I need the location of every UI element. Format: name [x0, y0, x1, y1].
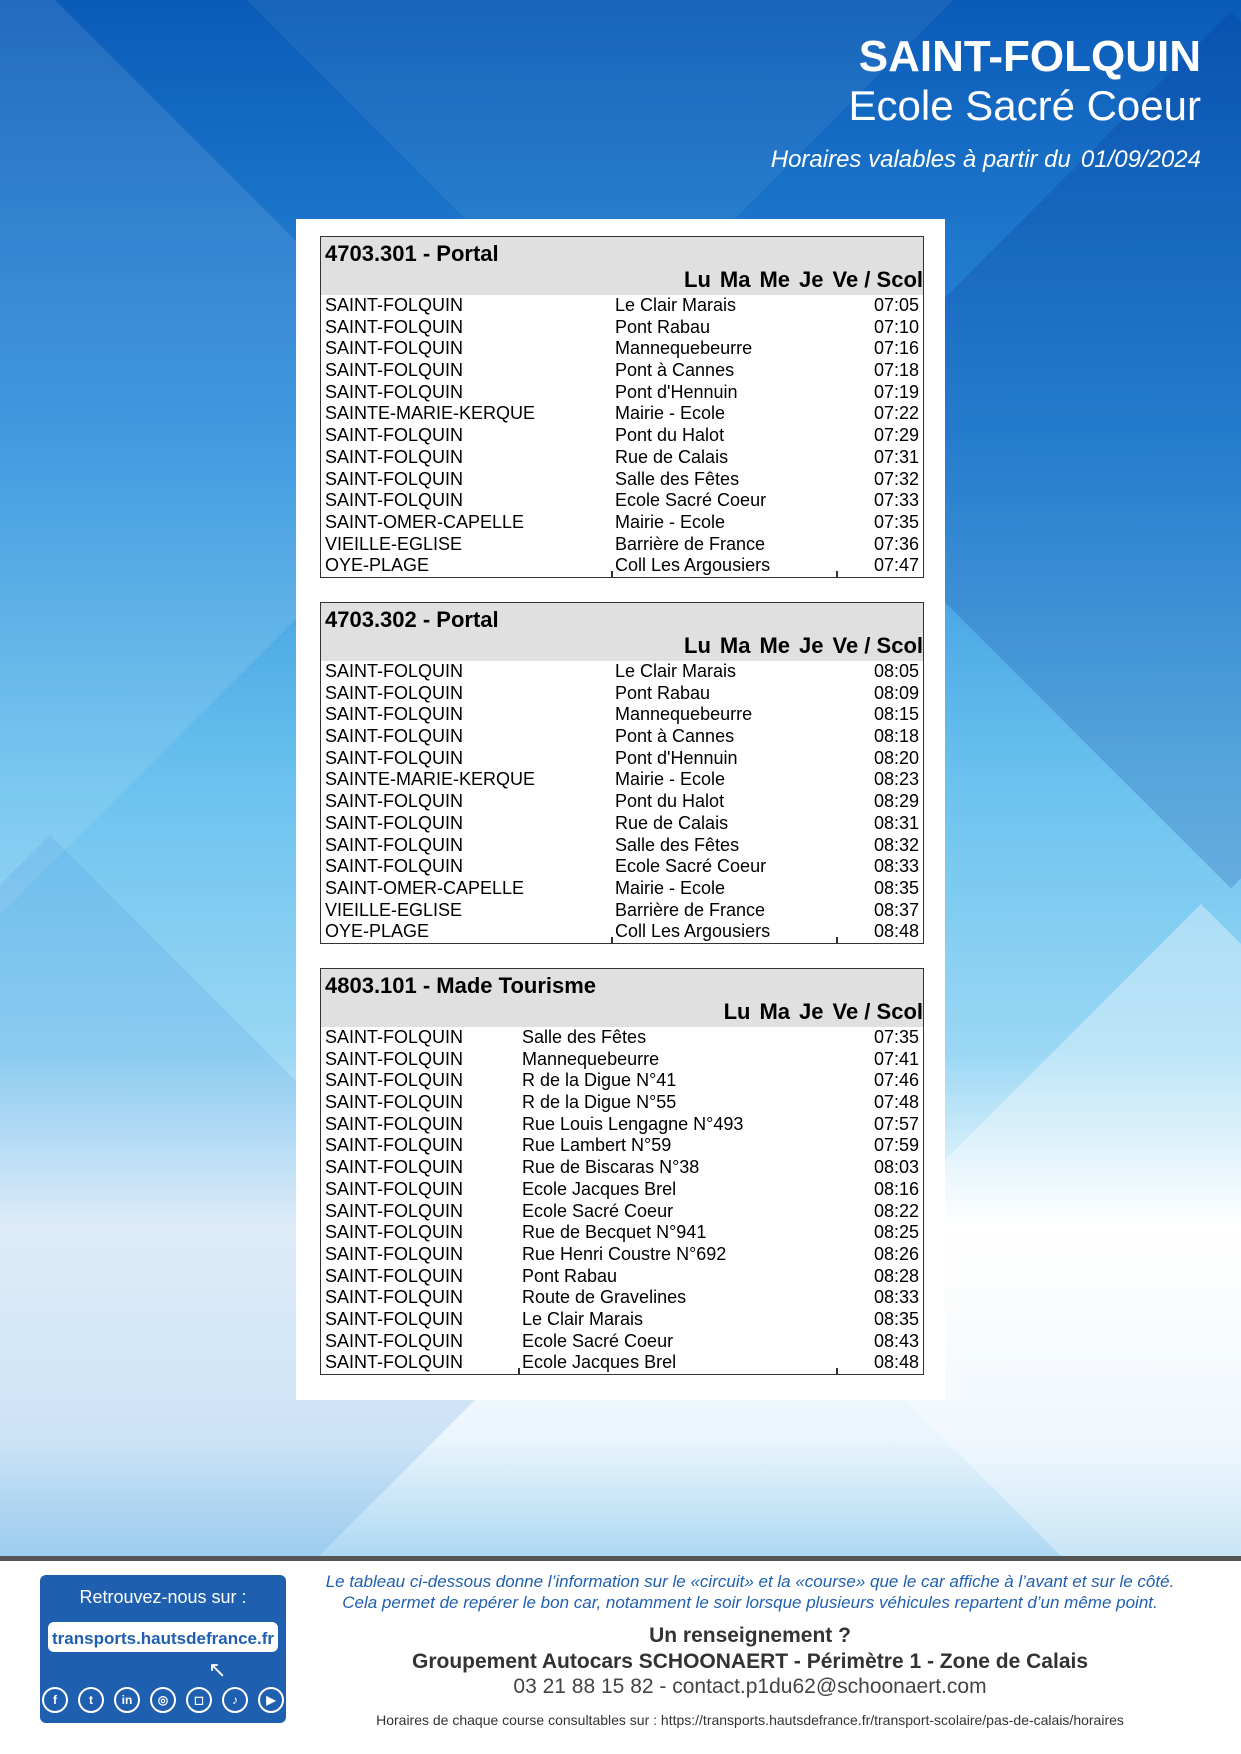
table-row — [321, 360, 923, 382]
time-cell: 07:48 — [873, 1092, 919, 1113]
table-row — [321, 403, 923, 425]
stop-cell: Rue de Biscaras N°38 — [522, 1157, 700, 1178]
route-rows — [321, 295, 923, 577]
table-row — [321, 1135, 923, 1157]
page-header — [771, 32, 1201, 174]
youtube-icon[interactable]: ▶ — [258, 1687, 284, 1713]
town-cell: SAINT-FOLQUIN — [325, 1200, 464, 1221]
time-cell: 07:32 — [873, 468, 919, 489]
table-row — [321, 382, 923, 404]
column-tick — [836, 1368, 838, 1374]
stop-cell: Pont du Halot — [615, 791, 725, 812]
town-cell: SAINT-OMER-CAPELLE — [325, 511, 525, 532]
stop-cell: Mannequebeurre — [615, 338, 753, 359]
table-row — [321, 704, 923, 726]
table-row — [321, 1027, 923, 1049]
stop-cell: Salle des Fêtes — [522, 1027, 647, 1047]
table-row — [321, 900, 923, 922]
town-cell: SAINT-OMER-CAPELLE — [325, 877, 525, 898]
time-cell: 07:29 — [873, 425, 919, 446]
route-name: 4703.301 - Portal — [325, 241, 499, 266]
time-cell: 08:09 — [873, 682, 919, 703]
time-cell: 08:20 — [873, 747, 919, 768]
town-cell: SAINT-FOLQUIN — [325, 1092, 464, 1113]
stop-cell: Coll Les Argousiers — [615, 555, 771, 576]
town-cell: SAINT-FOLQUIN — [325, 316, 464, 337]
town-cell: SAINTE-MARIE-KERQUE — [325, 769, 536, 790]
company-name: Groupement Autocars SCHOONAERT - Périmètre 1 - Zone de Calais — [411, 1650, 1089, 1673]
day-label: Ma — [719, 267, 751, 292]
town-cell: SAINT-FOLQUIN — [325, 295, 464, 315]
route-rows — [321, 661, 923, 943]
day-label: Je — [799, 999, 824, 1024]
route-header — [321, 603, 923, 661]
time-cell: 08:33 — [873, 1287, 919, 1308]
stop-cell: Ecole Jacques Brel — [522, 1352, 677, 1373]
table-row — [321, 1179, 923, 1201]
time-cell: 07:36 — [873, 533, 919, 554]
table-row — [321, 661, 923, 683]
time-cell: 07:46 — [873, 1070, 919, 1091]
stop-cell: Mairie - Ecole — [615, 511, 726, 532]
time-cell: 07:47 — [873, 555, 919, 576]
linkedin-icon[interactable]: in — [114, 1687, 140, 1713]
table-row — [321, 490, 923, 512]
stop-cell: Pont Rabau — [615, 682, 711, 703]
table-row — [321, 425, 923, 447]
time-cell: 08:32 — [873, 834, 919, 855]
day-label: Ma — [759, 999, 791, 1024]
social-box — [40, 1575, 286, 1723]
town-cell: SAINT-FOLQUIN — [325, 338, 464, 359]
info-line: Cela permet de repérer le bon car, notamment le soir lorsque plusieurs véhicules repartent d’un même point. — [342, 1593, 1158, 1612]
time-cell: 07:41 — [873, 1048, 919, 1069]
time-cell: 08:25 — [873, 1222, 919, 1243]
stop-cell: Pont d'Hennuin — [615, 747, 738, 768]
town-cell: OYE-PLAGE — [325, 921, 430, 942]
website-link[interactable]: transports.hautsdefrance.fr — [46, 1620, 280, 1654]
day-label: Lu — [684, 267, 711, 292]
town-cell: SAINT-FOLQUIN — [325, 1113, 464, 1134]
timetable-card — [296, 219, 945, 1400]
town-cell: SAINT-FOLQUIN — [325, 1135, 464, 1156]
time-cell: 07:35 — [873, 511, 919, 532]
route-rows — [321, 1027, 923, 1374]
table-row — [321, 878, 923, 900]
validity-label: Horaires valables à partir du — [770, 146, 1071, 173]
time-cell: 08:48 — [873, 921, 919, 942]
table-row — [321, 1309, 923, 1331]
town-cell: SAINT-FOLQUIN — [325, 381, 464, 402]
time-cell: 08:31 — [873, 812, 919, 833]
column-tick — [518, 1368, 520, 1374]
table-row — [321, 534, 923, 556]
schedules-note: Horaires de chaque course consultables sur : https://transports.hautsdefrance.fr/transport-scolaire/pas-de-calais/horaires — [376, 1712, 1124, 1728]
stop-cell: Le Clair Marais — [615, 661, 737, 681]
time-cell: 08:16 — [873, 1178, 919, 1199]
route-table — [320, 602, 924, 944]
table-row — [321, 813, 923, 835]
route-days — [321, 999, 923, 1027]
town-cell: SAINTE-MARIE-KERQUE — [325, 403, 536, 424]
stop-cell: Barrière de France — [615, 533, 766, 554]
town-cell: SAINT-FOLQUIN — [325, 791, 464, 812]
stop-cell: Mairie - Ecole — [615, 769, 726, 790]
town-cell: OYE-PLAGE — [325, 555, 430, 576]
table-row — [321, 1244, 923, 1266]
info-line: Le tableau ci-dessous donne l’information sur le «circuit» et la «course» que le car affiche à l’avant et sur le côté. — [325, 1572, 1175, 1591]
stop-cell: Pont d'Hennuin — [615, 381, 738, 402]
validity-date: 01/09/2024 — [1080, 146, 1201, 173]
table-row — [321, 856, 923, 878]
social-icons — [40, 1687, 286, 1713]
time-cell: 07:59 — [873, 1135, 919, 1156]
day-label: Lu — [723, 999, 751, 1024]
time-cell: 08:28 — [873, 1265, 919, 1286]
town-cell: SAINT-FOLQUIN — [325, 1157, 464, 1178]
page-subtitle: Ecole Sacré Coeur — [848, 82, 1201, 129]
day-label: Me — [759, 267, 791, 292]
stop-cell: Rue Lambert N°59 — [522, 1135, 672, 1156]
time-cell: 08:29 — [873, 791, 919, 812]
town-cell: SAINT-FOLQUIN — [325, 704, 464, 725]
time-cell: 07:57 — [873, 1113, 919, 1134]
town-cell: SAINT-FOLQUIN — [325, 747, 464, 768]
town-cell: SAINT-FOLQUIN — [325, 1070, 464, 1091]
table-row — [321, 683, 923, 705]
time-cell: 07:18 — [873, 360, 919, 381]
stop-cell: Pont à Cannes — [615, 360, 735, 381]
stop-cell: Rue de Calais — [615, 812, 729, 833]
time-cell: 08:26 — [873, 1243, 919, 1264]
time-cell: 07:22 — [873, 403, 919, 424]
instagram-icon[interactable]: ◻ — [186, 1687, 212, 1713]
stop-cell: R de la Digue N°41 — [522, 1070, 677, 1091]
time-cell: 08:35 — [873, 1308, 919, 1329]
stop-cell: Rue Louis Lengagne N°493 — [522, 1113, 744, 1134]
find-us-label: Retrouvez-nous sur : — [79, 1587, 247, 1607]
time-cell: 08:22 — [873, 1200, 919, 1221]
stop-cell: Rue Henri Coustre N°692 — [522, 1243, 727, 1264]
time-cell: 08:23 — [873, 769, 919, 790]
day-label: Ma — [719, 633, 751, 658]
table-row — [321, 791, 923, 813]
route-days — [321, 633, 923, 661]
town-cell: SAINT-FOLQUIN — [325, 1352, 464, 1373]
town-cell: SAINT-FOLQUIN — [325, 1178, 464, 1199]
stop-cell: Le Clair Marais — [615, 295, 737, 315]
time-cell: 08:05 — [873, 661, 919, 681]
column-tick — [611, 937, 613, 943]
stop-cell: Mairie - Ecole — [615, 877, 726, 898]
day-label: Lu — [684, 633, 711, 658]
town-cell: SAINT-FOLQUIN — [325, 446, 464, 467]
table-row — [321, 748, 923, 770]
time-cell: 08:37 — [873, 899, 919, 920]
tiktok-icon[interactable]: ♪ — [222, 1687, 248, 1713]
stop-cell: Rue de Becquet N°941 — [522, 1222, 707, 1243]
town-cell: SAINT-FOLQUIN — [325, 468, 464, 489]
town-cell: SAINT-FOLQUIN — [325, 1287, 464, 1308]
town-cell: SAINT-FOLQUIN — [325, 1308, 464, 1329]
stop-cell: Route de Gravelines — [522, 1287, 687, 1308]
town-cell: SAINT-FOLQUIN — [325, 490, 464, 511]
table-row — [321, 1352, 923, 1374]
stop-cell: Salle des Fêtes — [615, 834, 740, 855]
town-cell: SAINT-FOLQUIN — [325, 1265, 464, 1286]
stop-cell: Le Clair Marais — [522, 1308, 644, 1329]
contact-details: 03 21 88 15 82 - contact.p1du62@schoonaert.com — [513, 1675, 987, 1698]
town-cell: SAINT-FOLQUIN — [325, 726, 464, 747]
town-cell: SAINT-FOLQUIN — [325, 834, 464, 855]
route-name: 4703.302 - Portal — [325, 607, 499, 632]
table-row — [321, 726, 923, 748]
day-label: Je — [799, 633, 824, 658]
day-label: Ve / Scol — [832, 267, 923, 292]
table-row — [321, 1092, 923, 1114]
stop-cell: Mannequebeurre — [615, 704, 753, 725]
time-cell: 07:31 — [873, 446, 919, 467]
day-label: Je — [799, 267, 824, 292]
time-cell: 07:19 — [873, 381, 919, 402]
stop-cell: R de la Digue N°55 — [522, 1092, 677, 1113]
route-table — [320, 236, 924, 578]
table-row — [321, 295, 923, 317]
stop-cell: Pont du Halot — [615, 425, 725, 446]
day-label: Ve / Scol — [832, 633, 923, 658]
stop-cell: Salle des Fêtes — [615, 468, 740, 489]
table-row — [321, 469, 923, 491]
cursor-icon: ↖ — [208, 1657, 227, 1682]
table-row — [321, 1266, 923, 1288]
stop-cell: Ecole Sacré Coeur — [522, 1200, 674, 1221]
route-days — [321, 267, 923, 295]
stop-cell: Mannequebeurre — [522, 1048, 660, 1069]
stop-cell: Coll Les Argousiers — [615, 921, 771, 942]
town-cell: SAINT-FOLQUIN — [325, 1243, 464, 1264]
town-cell: SAINT-FOLQUIN — [325, 856, 464, 877]
column-tick — [836, 571, 838, 577]
facebook-icon[interactable]: f — [42, 1687, 68, 1713]
table-row — [321, 769, 923, 791]
time-cell: 07:35 — [873, 1027, 919, 1047]
table-row — [321, 512, 923, 534]
table-row — [321, 1287, 923, 1309]
table-row — [321, 317, 923, 339]
table-row — [321, 338, 923, 360]
twitter-icon[interactable]: t — [78, 1687, 104, 1713]
time-cell: 08:48 — [873, 1352, 919, 1373]
stop-cell: Pont à Cannes — [615, 726, 735, 747]
column-tick — [836, 937, 838, 943]
town-cell: SAINT-FOLQUIN — [325, 812, 464, 833]
town-cell: SAINT-FOLQUIN — [325, 1330, 464, 1351]
route-table — [320, 968, 924, 1375]
time-cell: 07:33 — [873, 490, 919, 511]
page-title: SAINT-FOLQUIN — [858, 32, 1201, 81]
footer-contact-heading — [290, 1623, 1210, 1675]
footer — [0, 1561, 1241, 1754]
town-cell: SAINT-FOLQUIN — [325, 1027, 464, 1047]
table-row — [321, 447, 923, 469]
route-header — [321, 969, 923, 1027]
stop-cell: Ecole Sacré Coeur — [615, 856, 767, 877]
table-row — [321, 1049, 923, 1071]
table-row — [321, 1331, 923, 1353]
stop-cell: Ecole Sacré Coeur — [522, 1330, 674, 1351]
time-cell: 07:16 — [873, 338, 919, 359]
time-cell: 08:43 — [873, 1330, 919, 1351]
table-row — [321, 1222, 923, 1244]
town-cell: VIEILLE-EGLISE — [325, 533, 463, 554]
time-cell: 07:05 — [873, 295, 919, 315]
day-label: Ve / Scol — [832, 999, 923, 1024]
time-cell: 08:15 — [873, 704, 919, 725]
stop-cell: Mairie - Ecole — [615, 403, 726, 424]
table-row — [321, 921, 923, 943]
stop-cell: Barrière de France — [615, 899, 766, 920]
footer-info — [290, 1571, 1210, 1613]
table-row — [321, 835, 923, 857]
town-cell: SAINT-FOLQUIN — [325, 360, 464, 381]
snapchat-icon[interactable]: ◎ — [150, 1687, 176, 1713]
stop-cell: Ecole Sacré Coeur — [615, 490, 767, 511]
stop-cell: Rue de Calais — [615, 446, 729, 467]
time-cell: 07:10 — [873, 316, 919, 337]
validity-line — [771, 146, 1201, 174]
time-cell: 08:35 — [873, 877, 919, 898]
route-name: 4803.101 - Made Tourisme — [325, 973, 597, 998]
stop-cell: Pont Rabau — [522, 1265, 618, 1286]
table-row — [321, 1157, 923, 1179]
time-cell: 08:33 — [873, 856, 919, 877]
question-label: Un renseignement ? — [649, 1624, 851, 1647]
town-cell: SAINT-FOLQUIN — [325, 1222, 464, 1243]
day-label: Me — [759, 633, 791, 658]
stop-cell: Ecole Jacques Brel — [522, 1178, 677, 1199]
town-cell: SAINT-FOLQUIN — [325, 661, 464, 681]
time-cell: 08:18 — [873, 726, 919, 747]
table-row — [321, 1070, 923, 1092]
town-cell: SAINT-FOLQUIN — [325, 1048, 464, 1069]
column-tick — [611, 571, 613, 577]
route-header — [321, 237, 923, 295]
town-cell: SAINT-FOLQUIN — [325, 682, 464, 703]
table-row — [321, 1201, 923, 1223]
table-row — [321, 1114, 923, 1136]
table-row — [321, 555, 923, 577]
stop-cell: Pont Rabau — [615, 316, 711, 337]
town-cell: SAINT-FOLQUIN — [325, 425, 464, 446]
town-cell: VIEILLE-EGLISE — [325, 899, 463, 920]
time-cell: 08:03 — [873, 1157, 919, 1178]
